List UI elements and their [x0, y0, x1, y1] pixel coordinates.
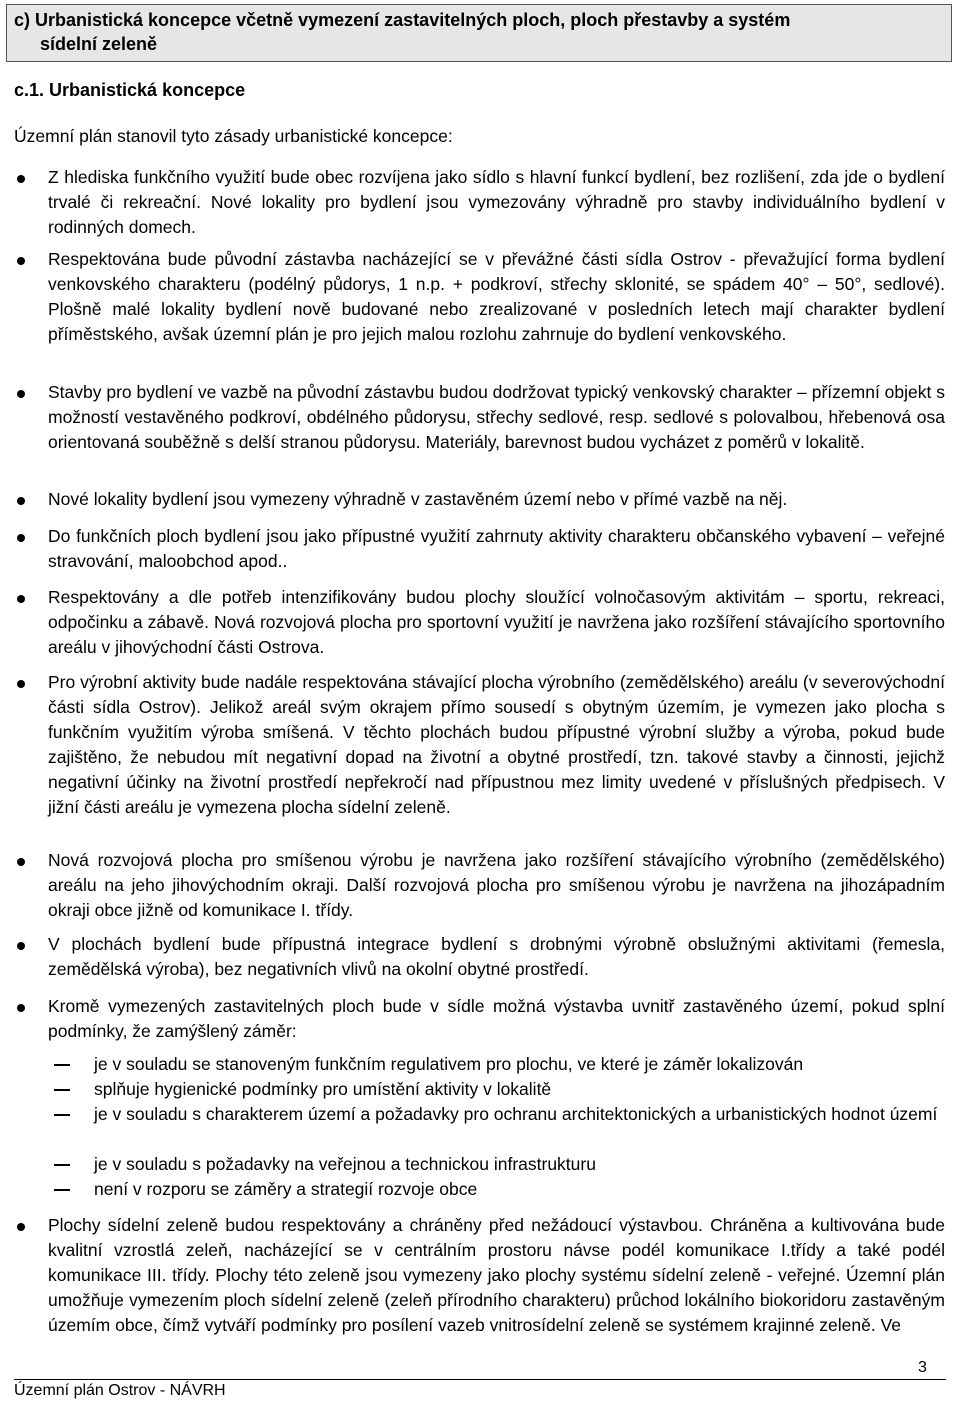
- section-title: [14, 8, 934, 56]
- dash-icon: [54, 1064, 70, 1066]
- dash-icon: [54, 1189, 70, 1191]
- footer-divider: [14, 1379, 946, 1380]
- subsection-title: c.1. Urbanistická koncepce: [14, 80, 246, 100]
- sub-list-item-text: je v souladu s charakterem území a požadavky pro ochranu architektonických a urbanistických hodnot území: [94, 1104, 938, 1124]
- page-number: 3: [918, 1359, 927, 1376]
- list-item-text: Z hlediska funkčního využití bude obec rozvíjena jako sídlo s hlavní funkcí bydlení, bez rozlišení, zda jde o bydlení trvalé či rekreační. Nové lokality pro bydlení jsou vymezovány výhradně pro stavby individuálního bydlení v rodinných domech.: [48, 167, 945, 237]
- list-item-text: Pro výrobní aktivity bude nadále respektována stávající plocha výrobního (zemědělského) areálu (v severovýchodní části sídla Ostrov). Jelikož areál svým okrajem přímo sousedí s obytným územím, je vymezen jako plocha s funkčním využitím výroba smíšená. V těchto plochách budou přípustné výrobní služby a výroba, pokud bude zajištěno, že nebudou mít negativní dopad na životní a obytné prostředí, tzn. takové stavby a činnosti, jejichž negativní účinky na životní prostředí nepřekročí nad přípustnou mez limity uvedené v příslušných předpisech. V jižní části areálu je vymezena plocha sídelní zeleně.: [48, 672, 945, 817]
- footer-document-title: Územní plán Ostrov - NÁVRH: [14, 1382, 226, 1399]
- list-item-text: Do funkčních ploch bydlení jsou jako přípustné využití zahrnuty aktivity charakteru občanského vybavení – veřejné stravování, maloobchod apod..: [48, 526, 945, 571]
- list-item-text: Stavby pro bydlení ve vazbě na původní zástavbu budou dodržovat typický venkovský charakter – přízemní objekt s možností vestavěného podkroví, obdélného půdorysu, střechy sedlové, resp. sedlové s polovalbou, hřebenová osa orientovaná souběžně s delší stranou půdorysu. Materiály, barevnost budou vycházet z poměrů v lokalitě.: [48, 382, 945, 452]
- bullet-icon: [17, 497, 25, 505]
- bullet-icon: [17, 942, 25, 950]
- sub-list-item-text: je v souladu se stanoveným funkčním regulativem pro plochu, ve které je záměr lokalizován: [94, 1054, 804, 1074]
- bullet-icon: [17, 1223, 25, 1231]
- intro-paragraph: Územní plán stanovil tyto zásady urbanistické koncepce:: [14, 126, 453, 146]
- list-item-text: Plochy sídelní zeleně budou respektovány a chráněny před nežádoucí výstavbou. Chráněna a kultivována bude kvalitní vzrostlá zeleň, nacházející se v centrálním prostoru návse podél komunikace I.třídy a také podél komunikace III. třídy. Plochy této zeleně jsou vymezeny jako plochy systému sídelní zeleně - veřejné. Územní plán umožňuje vymezením ploch sídelní zeleně (zeleň přírodního charakteru) průchod lokálního biokoridoru zastavěným územím obce, čímž vytváří podmínky pro posílení vazeb vnitrosídelní zeleně se systémem krajinné zeleně. Ve: [48, 1215, 945, 1335]
- sub-list-item-text: není v rozporu se záměry a strategií rozvoje obce: [94, 1179, 478, 1199]
- list-item-text: Nová rozvojová plocha pro smíšenou výrobu je navržena jako rozšíření stávajícího výrobního (zemědělského) areálu na jeho jihovýchodním okraji. Další rozvojová plocha pro smíšenou výrobu je navržena na jihozápadním okraji obce jižně od komunikace I. třídy.: [48, 850, 945, 920]
- dash-icon: [54, 1164, 70, 1166]
- sub-list-item-text: je v souladu s požadavky na veřejnou a technickou infrastrukturu: [94, 1154, 596, 1174]
- list-item-text: Respektovány a dle potřeb intenzifikovány budou plochy sloužící volnočasovým aktivitám – sportu, rekreaci, odpočinku a zábavě. Nová rozvojová plocha pro sportovní využití je navržena jako rozšíření stávajícího sportovního areálu v jihovýchodní části Ostrova.: [48, 587, 945, 657]
- bullet-icon: [17, 257, 25, 265]
- dash-icon: [54, 1114, 70, 1116]
- bullet-icon: [17, 534, 25, 542]
- list-item-text: Respektována bude původní zástavba nacházející se v převážné části sídla Ostrov - převažující forma bydlení venkovského charakteru (podélný půdorys, 1 n.p. + podkroví, střechy sklonité, se spádem 40° – 50°, sedlové). Plošně malé lokality bydlení nově budované nebo zrealizované v posledních letech mají charakter bydlení příměstského, avšak územní plán je pro jejich malou rozlohu zahrnuje do bydlení venkovského.: [48, 249, 945, 344]
- bullet-icon: [17, 680, 25, 688]
- bullet-icon: [17, 595, 25, 603]
- list-item-text: Kromě vymezených zastavitelných ploch bude v sídle možná výstavba uvnitř zastavěného území, pokud splní podmínky, že zamýšlený záměr:: [48, 996, 945, 1041]
- section-title-line1: c) Urbanistická koncepce včetně vymezení zastavitelných ploch, ploch přestavby a systém: [14, 10, 791, 30]
- list-item-text: Nové lokality bydlení jsou vymezeny výhradně v zastavěném území nebo v přímé vazbě na něj.: [48, 489, 788, 509]
- bullet-icon: [17, 858, 25, 866]
- section-title-line2: sídelní zeleně: [40, 34, 158, 54]
- sub-list-item-text: splňuje hygienické podmínky pro umístění aktivity v lokalitě: [94, 1079, 552, 1099]
- bullet-icon: [17, 390, 25, 398]
- dash-icon: [54, 1089, 70, 1091]
- bullet-icon: [17, 1004, 25, 1012]
- list-item-text: V plochách bydlení bude přípustná integrace bydlení s drobnými výrobně obslužnými aktivitami (řemesla, zemědělská výroba), bez negativních vlivů na okolní obytné prostředí.: [48, 934, 945, 979]
- bullet-icon: [17, 175, 25, 183]
